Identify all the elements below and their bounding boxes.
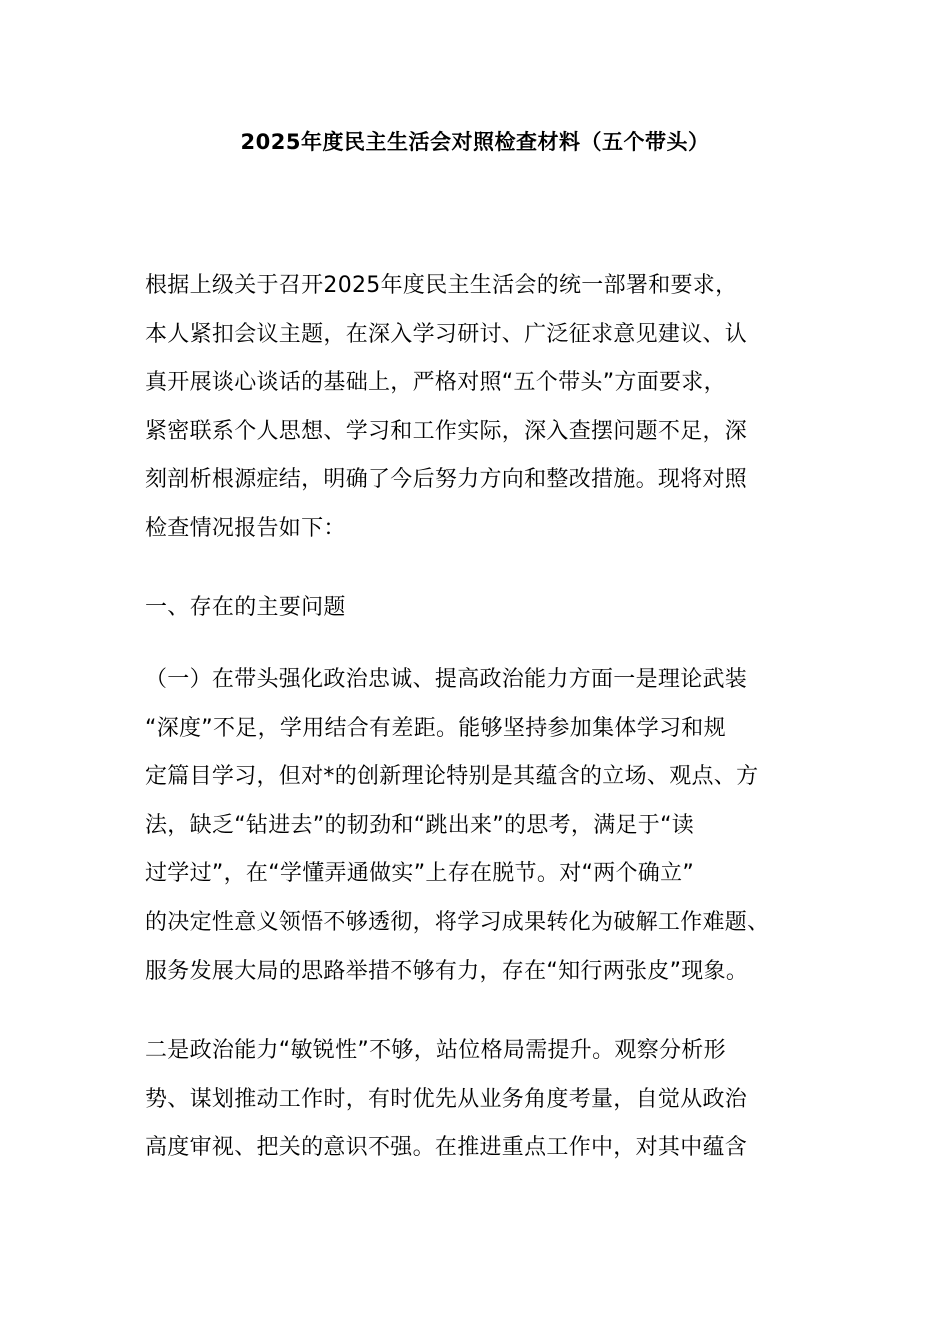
point-2-paragraph: 二是政治能力“敏锐性”不够，站位格局需提升。观察分析形 势、谋划推动工作时，有时优先从业务角度考量，自觉从政治 高度审视、把关的意识不强。在推进重点工作中，对其中蕴含 xyxy=(145,1038,748,1161)
section-heading: 一、存在的主要问题 xyxy=(145,595,346,620)
intro-paragraph: 根据上级关于召开2025年度民主生活会的统一部署和要求， 本人紧扣会议主题，在深入学习研讨、广泛征求意见建议、认 真开展谈心谈话的基础上，严格对照“五个带头”方面要求， 紧密联系个人思想、学习和工作实际，深入查摆问题不足，深 刻剖析根源症结，明确了今后努力方向和整改措施。现将对照 检查情况报告如下： xyxy=(145,273,748,541)
subsection-1-paragraph: （一）在带头强化政治忠诚、提高政治能力方面一是理论武装 “深度”不足，学用结合有差距。能够坚持参加集体学习和规 定篇目学习，但对*的创新理论特别是其蕴含的立场、观点、方 法，缺乏“钻进去”的韧劲和“跳出来”的思考，满足于“读 过学过”，在“学懂弄通做实”上存在脱节。对“两个确立” 的决定性意义领悟不够透彻，将学习成果转化为破解工作难题、 服务发展大局的思路举措不够有力，存在“知行两张皮”现象。 xyxy=(145,667,770,984)
document-title: 2025年度民主生活会对照检查材料（五个带头） xyxy=(240,130,710,154)
